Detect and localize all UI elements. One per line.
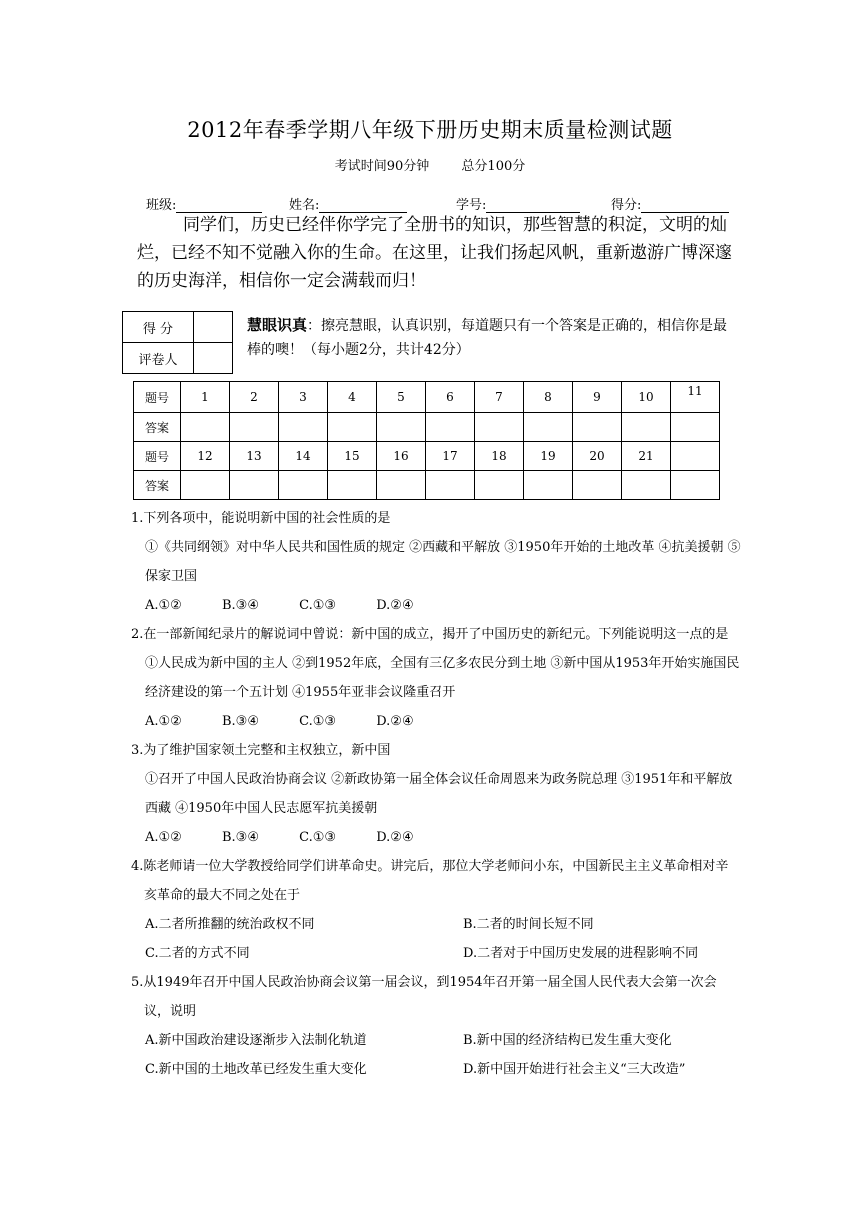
question-number: 11	[671, 382, 720, 413]
score-box-grader-cell[interactable]	[194, 343, 233, 374]
question-options	[131, 591, 741, 620]
answer-grid-answer-row-1	[134, 413, 720, 442]
question-number: 16	[377, 442, 426, 471]
answer-cell[interactable]	[377, 471, 426, 500]
answer-cell[interactable]	[426, 471, 475, 500]
option-b[interactable]: B.二者的时间长短不同	[463, 917, 594, 932]
question-number: 2	[230, 382, 279, 413]
question-number: 13	[230, 442, 279, 471]
question-number: 6	[426, 382, 475, 413]
question-number: 17	[426, 442, 475, 471]
question-options	[131, 910, 741, 939]
question-number: 18	[475, 442, 524, 471]
question-number: 12	[181, 442, 230, 471]
answer-label: 答案	[134, 413, 181, 442]
question-number: 3	[279, 382, 328, 413]
question-number: 14	[279, 442, 328, 471]
answer-grid-answer-row-2	[134, 471, 720, 500]
question-statements: ①《共同纲领》对中华人民共和国性质的规定 ②西藏和平解放 ③1950年开始的土地改革 ④抗美援朝 ⑤保家卫国	[145, 540, 741, 584]
option-b[interactable]: B.③④	[221, 714, 259, 729]
exam-meta	[0, 155, 860, 174]
answer-grid-number-row-1	[134, 382, 720, 413]
question-number: 5	[377, 382, 426, 413]
answer-cell[interactable]	[524, 471, 573, 500]
option-d[interactable]: D.二者对于中国历史发展的进程影响不同	[463, 946, 699, 961]
answer-cell[interactable]	[573, 471, 622, 500]
question-number: 1	[181, 382, 230, 413]
answer-cell[interactable]	[524, 413, 573, 442]
question-options	[131, 707, 741, 736]
score-box	[122, 311, 233, 374]
answer-cell[interactable]	[475, 413, 524, 442]
option-c[interactable]: C.二者的方式不同	[145, 946, 250, 961]
class-label: 班级:	[146, 198, 177, 213]
section-title: 慧眼识真	[247, 316, 308, 334]
answer-cell[interactable]	[622, 413, 671, 442]
question-number: 20	[573, 442, 622, 471]
question-stem: 4.陈老师请一位大学教授给同学们讲革命史。讲完后，那位大学老师问小东，中国新民主主义革命相对辛亥革命的最大不同之处在于	[131, 859, 729, 903]
answer-cell[interactable]	[377, 413, 426, 442]
answer-cell[interactable]	[671, 413, 720, 442]
option-b[interactable]: B.③④	[221, 598, 259, 613]
answer-cell[interactable]	[622, 471, 671, 500]
answer-cell[interactable]	[426, 413, 475, 442]
question-number: 15	[328, 442, 377, 471]
question-stem: 5.从1949年召开中国人民政治协商会议第一届会议，到1954年召开第一届全国人民代表大会第一次会议，说明	[131, 975, 717, 1019]
option-d[interactable]: D.②④	[376, 714, 414, 729]
question-number: 21	[622, 442, 671, 471]
question-number	[671, 442, 720, 471]
question-number: 8	[524, 382, 573, 413]
question-stem: 1.下列各项中，能说明新中国的社会性质的是	[131, 511, 391, 526]
number-label: 题号	[134, 382, 181, 413]
question-options	[131, 939, 741, 968]
answer-grid	[133, 381, 720, 500]
score-label: 得分:	[611, 198, 642, 213]
name-label: 姓名:	[289, 198, 320, 213]
option-c[interactable]: C.①③	[299, 714, 337, 729]
option-d[interactable]: D.②④	[376, 598, 414, 613]
option-a[interactable]: A.①②	[145, 714, 182, 729]
page-title: 2012年春季学期八年级下册历史期末质量检测试题	[187, 118, 673, 142]
option-b[interactable]: B.新中国的经济结构已发生重大变化	[463, 1033, 672, 1048]
question-statements: ①召开了中国人民政治协商会议 ②新政协第一届全体会议任命周恩来为政务院总理 ③1951年和平解放西藏 ④1950年中国人民志愿军抗美援朝	[145, 772, 733, 816]
option-c[interactable]: C.新中国的土地改革已经发生重大变化	[145, 1062, 367, 1077]
option-d[interactable]: D.②④	[376, 830, 414, 845]
question-number: 10	[622, 382, 671, 413]
section-heading	[247, 313, 737, 362]
question-number: 4	[328, 382, 377, 413]
option-a[interactable]: A.①②	[145, 598, 182, 613]
question-list	[131, 504, 741, 1084]
question-number: 9	[573, 382, 622, 413]
section-instruction: ：擦亮慧眼，认真识别，每道题只有一个答案是正确的，相信你是最棒的噢！（每小题2分，共计42分）	[247, 318, 728, 358]
student-no-label: 学号:	[456, 198, 487, 213]
question-4	[131, 852, 741, 968]
option-a[interactable]: A.①②	[145, 830, 182, 845]
score-box-grader-label: 评卷人	[123, 343, 194, 374]
question-3	[131, 736, 741, 852]
question-stem: 3.为了维护国家领土完整和主权独立，新中国	[131, 743, 391, 758]
answer-cell[interactable]	[181, 471, 230, 500]
answer-cell[interactable]	[279, 471, 328, 500]
answer-grid-number-row-2	[134, 442, 720, 471]
question-1	[131, 504, 741, 620]
answer-cell[interactable]	[328, 471, 377, 500]
exam-time: 考试时间90分钟	[334, 159, 430, 174]
answer-cell[interactable]	[181, 413, 230, 442]
option-d[interactable]: D.新中国开始进行社会主义“三大改造”	[463, 1062, 686, 1077]
question-5	[131, 968, 741, 1084]
number-label: 题号	[134, 442, 181, 471]
question-options	[131, 823, 741, 852]
answer-cell[interactable]	[230, 413, 279, 442]
answer-cell[interactable]	[328, 413, 377, 442]
answer-cell[interactable]	[671, 471, 720, 500]
answer-label: 答案	[134, 471, 181, 500]
question-number: 19	[524, 442, 573, 471]
answer-cell[interactable]	[573, 413, 622, 442]
question-statements: ①人民成为新中国的主人 ②到1952年底，全国有三亿多农民分到土地 ③新中国从1953年开始实施国民经济建设的第一个五计划 ④1955年亚非会议隆重召开	[145, 656, 740, 700]
total-score: 总分100分	[461, 159, 526, 174]
intro-paragraph: 同学们，历史已经伴你学完了全册书的知识，那些智慧的积淀，文明的灿烂，已经不知不觉融入你的生命。在这里，让我们扬起风帆，重新遨游广博深邃的历史海洋，相信你一定会满载而归！	[137, 215, 732, 291]
score-box-score-cell[interactable]	[194, 312, 233, 343]
option-c[interactable]: C.①③	[299, 598, 337, 613]
answer-cell[interactable]	[279, 413, 328, 442]
option-b[interactable]: B.③④	[221, 830, 259, 845]
answer-cell[interactable]	[230, 471, 279, 500]
option-c[interactable]: C.①③	[299, 830, 337, 845]
score-box-score-label: 得 分	[123, 312, 194, 343]
answer-cell[interactable]	[475, 471, 524, 500]
question-options	[131, 1055, 741, 1084]
question-options	[131, 1026, 741, 1055]
question-stem: 2.在一部新闻纪录片的解说词中曾说：新中国的成立，揭开了中国历史的新纪元。下列能说明这一点的是	[131, 627, 729, 642]
question-2	[131, 620, 741, 736]
option-a[interactable]: A.新中国政治建设逐渐步入法制化轨道	[145, 1033, 367, 1048]
option-a[interactable]: A.二者所推翻的统治政权不同	[145, 917, 315, 932]
question-number: 7	[475, 382, 524, 413]
